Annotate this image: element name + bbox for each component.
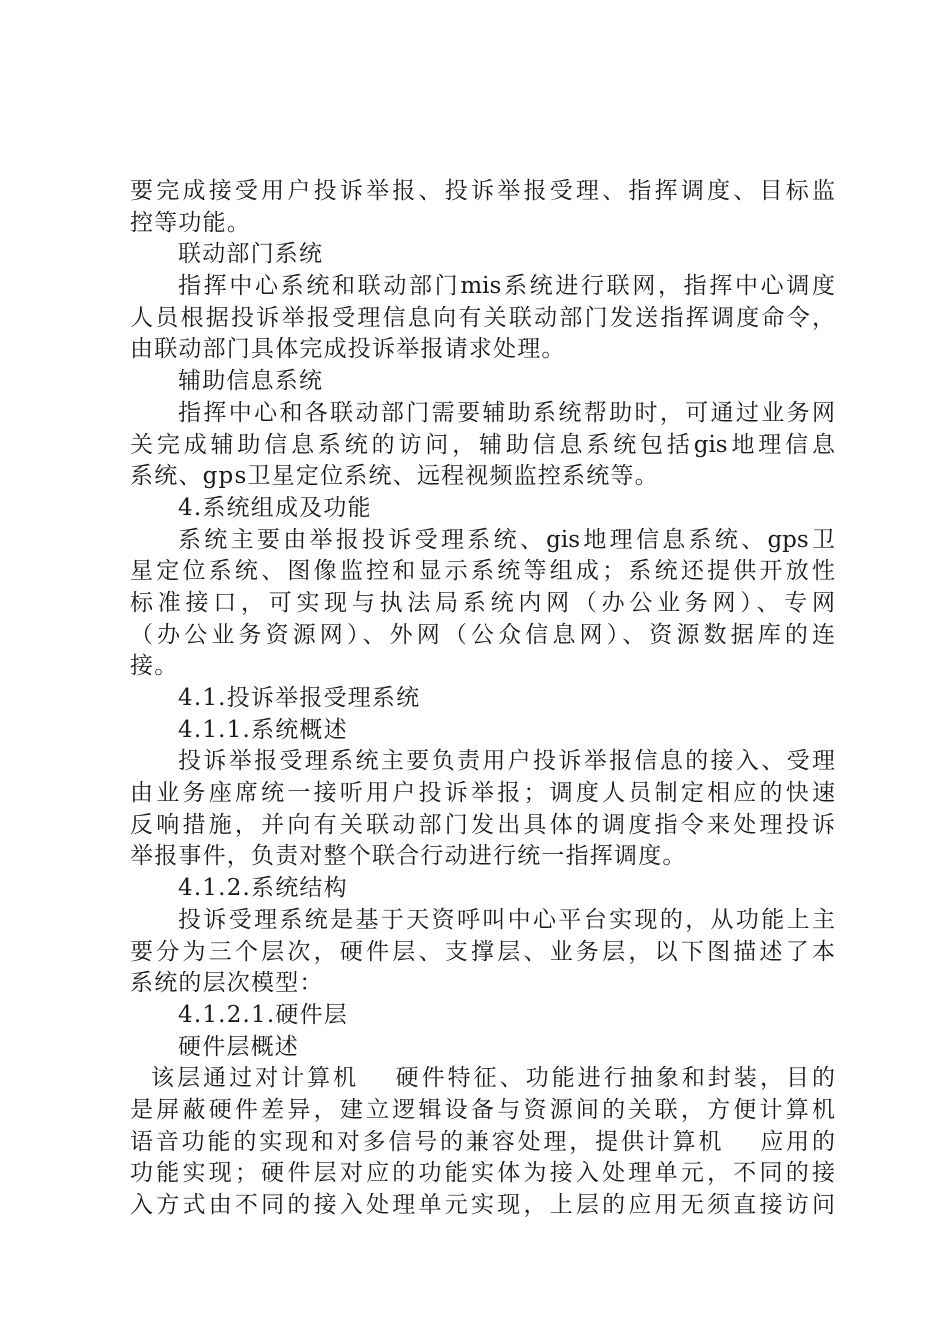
section-heading: 联动部门系统 [178,241,324,268]
section-heading: 4.系统组成及功能 [178,494,372,521]
text-line: 投诉举报受理系统主要负责用户投诉举报信息的接入、受理 [178,748,835,775]
section-heading: 4.1.1.系统概述 [178,716,348,743]
text-line: 举报事件，负责对整个联合行动进行统一指挥调度。 [130,843,687,870]
section-heading: 硬件层概述 [178,1033,299,1060]
section-heading: 辅助信息系统 [178,368,324,395]
text-line: 是屏蔽硬件差异，建立逻辑设备与资源间的关联，方便计算机 [130,1096,835,1123]
text-line: 控等功能。 [130,209,251,236]
text-line: 系统的层次模型： [130,970,324,997]
text-line: 要完成接受用户投诉举报、投诉举报受理、指挥调度、目标监 [130,178,835,204]
text-line: 接。 [130,653,179,680]
section-heading: 4.1.2.1.硬件层 [178,1001,348,1028]
text-line: 投诉受理系统是基于天资呼叫中心平台实现的，从功能上主 [178,906,835,933]
text-line: 指挥中心系统和联动部门mis系统进行联网，指挥中心调度 [178,273,835,300]
document-page [130,176,835,1222]
text-line: 由业务座席统一接听用户投诉举报；调度人员制定相应的快速 [130,780,835,807]
text-line: 系统、gps卫星定位系统、远程视频监控系统等。 [130,463,659,490]
text-line: 反响措施，并向有关联动部门发出具体的调度指令来处理投诉 [130,811,835,838]
text-line: 功能实现；硬件层对应的功能实体为接入处理单元，不同的接 [130,1160,835,1187]
section-heading: 4.1.2.系统结构 [178,875,348,902]
text-line: （办公业务资源网）、外网（公众信息网）、资源数据库的连 [130,621,835,648]
text-line: 由联动部门具体完成投诉举报请求处理。 [130,336,566,363]
text-line: 系统主要由举报投诉受理系统、gis地理信息系统、gps卫 [178,526,835,553]
text-line: 入方式由不同的接入处理单元实现，上层的应用无须直接访问 [130,1192,835,1218]
text-line: 星定位系统、图像监控和显示系统等组成；系统还提供开放性 [130,558,835,585]
text-line: 关完成辅助信息系统的访问，辅助信息系统包括gis地理信息 [130,431,835,458]
text-line: 该层通过对计算机 硬件特征、功能进行抽象和封装，目的 [151,1065,835,1092]
text-line: 指挥中心和各联动部门需要辅助系统帮助时，可通过业务网 [178,399,835,426]
text-line: 标准接口，可实现与执法局系统内网（办公业务网）、专网 [130,589,835,616]
text-line: 要分为三个层次，硬件层、支撑层、业务层，以下图描述了本 [130,938,835,965]
text-line: 人员根据投诉举报受理信息向有关联动部门发送指挥调度命令， [130,304,835,331]
section-heading: 4.1.投诉举报受理系统 [178,685,421,711]
text-line: 语音功能的实现和对多信号的兼容处理，提供计算机 应用的 [130,1128,835,1155]
